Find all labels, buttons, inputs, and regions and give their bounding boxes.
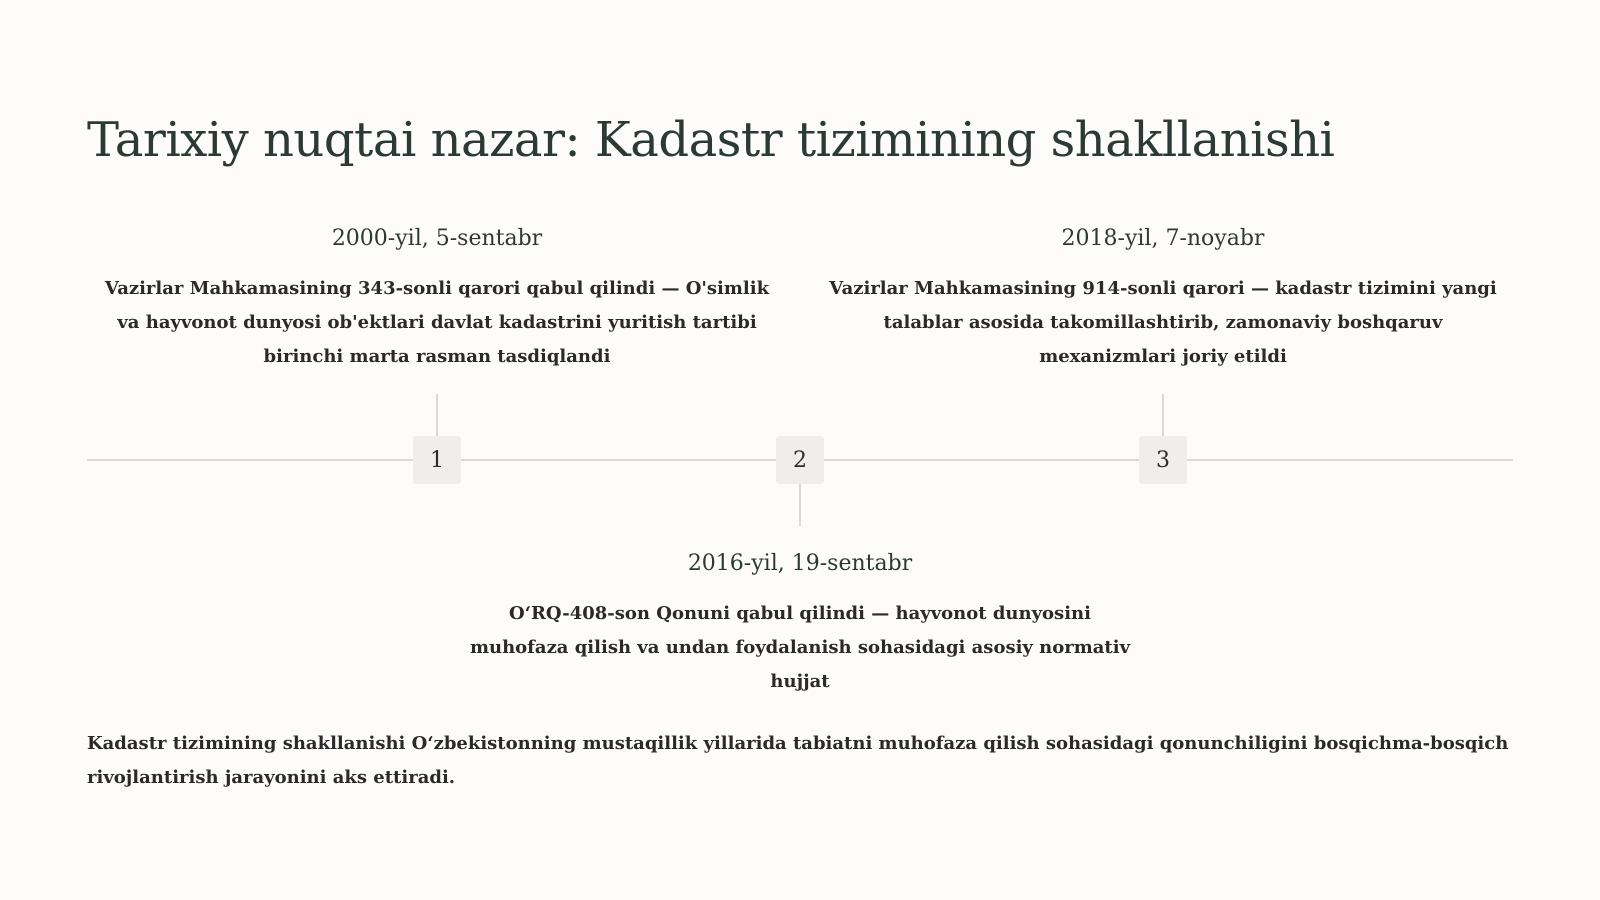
timeline-event-3: [823, 224, 1503, 374]
summary-text: Kadastr tizimining shakllanishi O‘zbekistonning mustaqillik yillarida tabiatni muhofaza qilish sohasidagi qonunchiligini bosqichma-bosqich rivojlantirish jarayonini aks ettiradi.: [87, 733, 1509, 788]
event-date: 2016-yil, 19-sentabr: [687, 551, 913, 576]
event-date: 2000-yil, 5-sentabr: [331, 226, 543, 251]
event-description: Vazirlar Mahkamasining 914-sonli qarori — kadastr tizimini yangi talablar asosida takomillashtirib, zamonaviy boshqaruv mexanizmlari joriy etildi: [829, 278, 1497, 367]
timeline-event-2: [460, 549, 1140, 699]
timeline-connector-2: [799, 484, 801, 526]
timeline-event-1: [97, 224, 777, 374]
event-description: O‘RQ-408-son Qonuni qabul qilindi — hayvonot dunyosini muhofaza qilish va undan foydalanish sohasidagi asosiy normativ hujjat: [469, 603, 1131, 692]
page-title: Tarixiy nuqtai nazar: Kadastr tizimining shakllanishi: [87, 112, 1335, 168]
timeline-connector-1: [436, 394, 438, 436]
timeline-marker-1: 1: [413, 436, 461, 484]
event-date: 2018-yil, 7-noyabr: [1061, 226, 1265, 251]
timeline-connector-3: [1162, 394, 1164, 436]
timeline-marker-3: 3: [1139, 436, 1187, 484]
timeline-marker-2: 2: [776, 436, 824, 484]
event-description: Vazirlar Mahkamasining 343-sonli qarori qabul qilindi — O'simlik va hayvonot dunyosi ob'ektlari davlat kadastrini yuritish tartibi birinchi marta rasman tasdiqlandi: [104, 278, 770, 367]
